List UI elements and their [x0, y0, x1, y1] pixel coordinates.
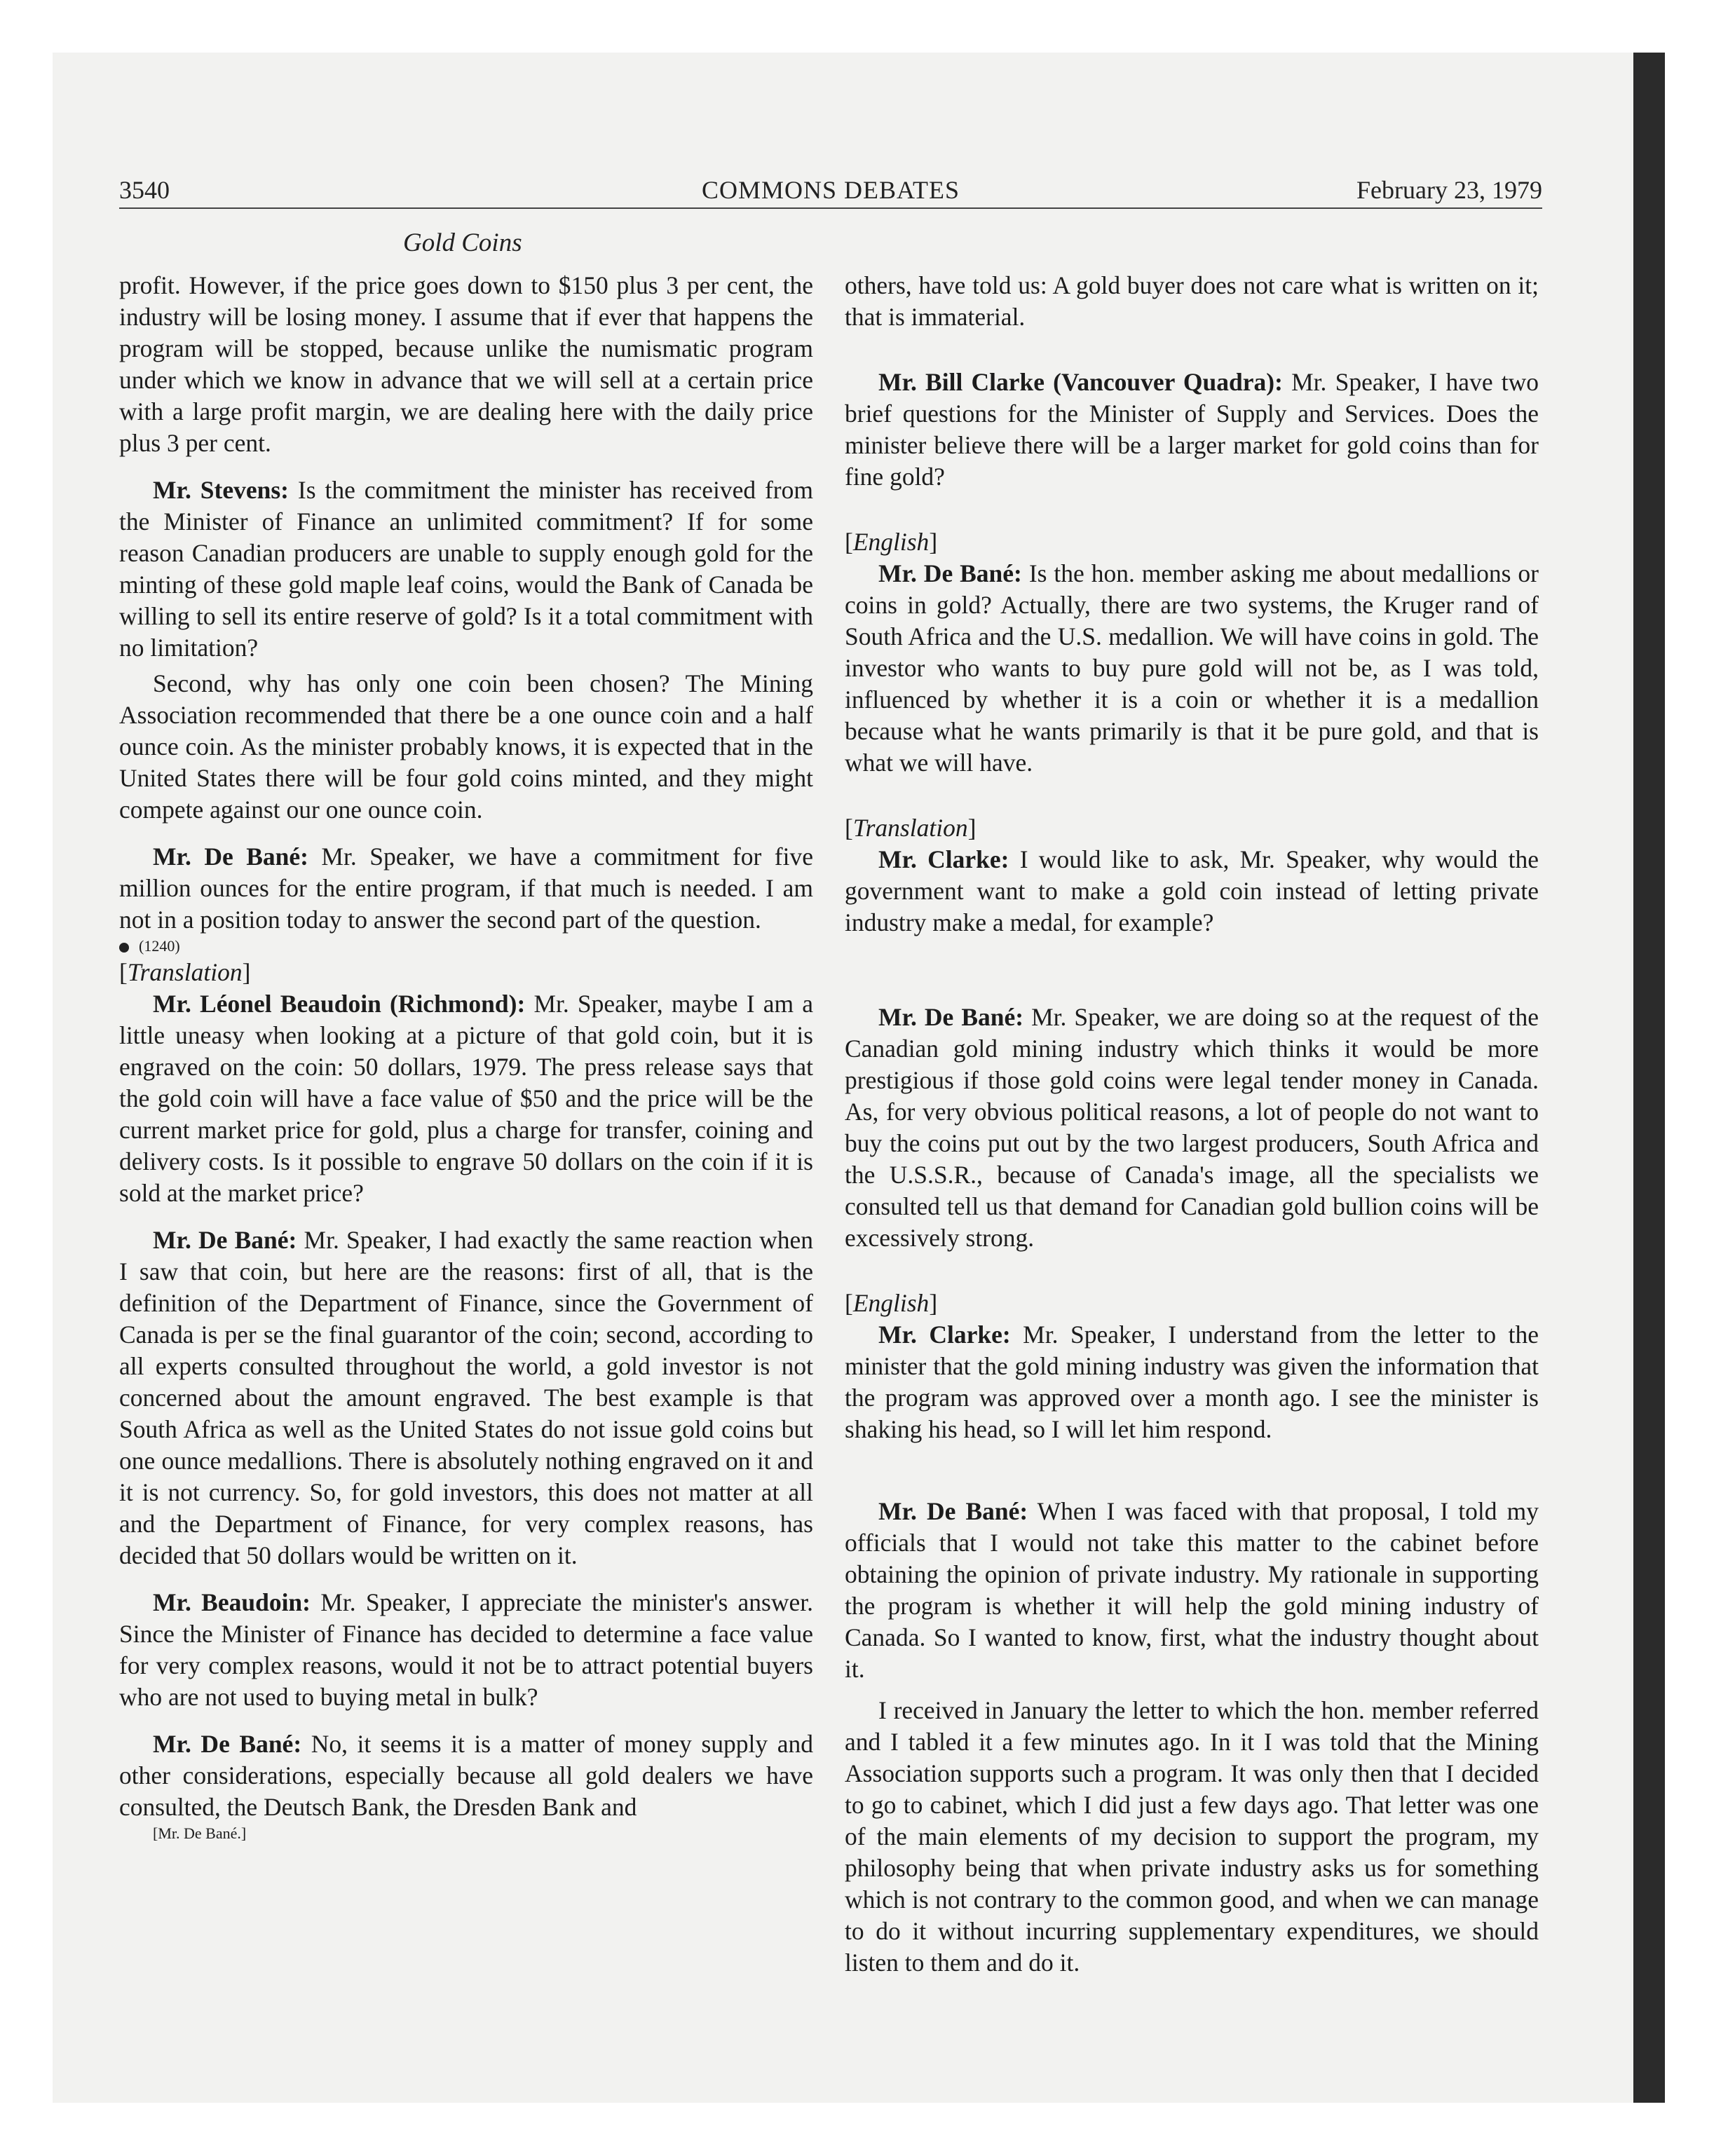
paragraph	[119, 841, 813, 936]
speech-text: Mr. Speaker, I appreciate the minister's answer. Since the Minister of Finance has decided to determine a face value for very complex reasons, would it not be to attract potential buyers who are not used to buying metal in bulk?	[119, 1588, 813, 1711]
speaker-name: Mr. Bill Clarke (Vancouver Quadra):	[878, 368, 1283, 396]
paragraph	[845, 1319, 1539, 1445]
speech-text: Mr. Speaker, we have a commitment for five million ounces for the entire program, if that much is needed. I am not in a position today to answer the second part of the question.	[119, 842, 813, 934]
speech-text: Is the hon. member asking me about medallions or coins in gold? Actually, there are two systems, the Kruger rand of South Africa and the U.S. medallion. We will have coins in gold. The investor who wants to buy pure gold will not be, as I was told, influenced by whether it is a coin or whether it is a medallion because what he wants primarily is that it be pure gold, and that is what we will have.	[845, 559, 1539, 777]
speech-text: When I was faced with that proposal, I told my officials that I would not take this matter to the cabinet before obtaining the opinion of private industry. My rationale in supporting the program is whether it will help the gold mining industry of Canada. So I wanted to know, first, what the industry thought about it.	[845, 1497, 1539, 1683]
speaker-name: Mr. De Bané:	[153, 842, 308, 871]
speaker-name: Mr. De Bané:	[878, 1003, 1024, 1031]
speaker-name: Mr. Beaudoin:	[153, 1588, 311, 1616]
language-tag-text: Translation	[127, 958, 243, 986]
language-tag: [English]	[845, 1289, 938, 1317]
language-tag: [Translation]	[119, 958, 251, 986]
left-column	[119, 270, 813, 1844]
speech-text: I would like to ask, Mr. Speaker, why would the government want to make a gold coin instead of letting private industry make a medal, for example?	[845, 845, 1539, 936]
paragraph	[845, 844, 1539, 939]
speaker-name: Mr. Clarke:	[878, 845, 1009, 873]
paragraph: I received in January the letter to which the hon. member referred and I tabled it a few minutes ago. In it I was told that the Mining Association supports such a program. It was only then that I decided to go to cabinet, which I did just a few days ago. That letter was one of the main elements of my decision to support the program, my philosophy being that when private industry asks us for something which is not contrary to the common good, and when we can manage to do it without incurring supplementary expenditures, we should listen to them and do it.	[845, 1696, 1539, 1977]
speaker-name: Mr. Stevens:	[153, 476, 289, 504]
speech-text: Mr. Speaker, I had exactly the same reaction when I saw that coin, but here are the reasons: first of all, that is the definition of the Department of Finance, since the Government of Canada is per se the final guarantor of the coin; second, according to all experts consulted throughout the world, a gold investor is not concerned about the amount engraved. The best example is that South Africa as well as the United States do not issue gold coins but one ounce medallions. There is absolutely nothing engraved on it and it is not currency. So, for gold investors, this does not matter at all and the Department of Finance, for very complex reasons, has decided that 50 dollars would be written on it.	[119, 1226, 813, 1569]
right-column	[845, 270, 1539, 1979]
header-rule	[119, 207, 1542, 209]
topic-heading: Gold Coins	[403, 228, 522, 257]
speaker-name: Mr. Clarke:	[878, 1321, 1011, 1349]
paragraph	[119, 1728, 813, 1823]
speech-text: Mr. Speaker, maybe I am a little uneasy when looking at a picture of that gold coin, but it is engraved on the coin: 50 dollars, 1979. The press release says that the gold coin will have a face value of $50 and the price will be the current market price for gold, plus a charge for transfer, coining and delivery costs. Is it possible to engrave 50 dollars on the coin if it is sold at the market price?	[119, 990, 813, 1207]
page-header	[119, 175, 1542, 210]
paragraph: others, have told us: A gold buyer does not care what is written on it; that is immaterial.	[845, 271, 1539, 331]
paragraph	[119, 988, 813, 1209]
speaker-name: Mr. De Bané:	[878, 1497, 1028, 1525]
speech-text: Mr. Speaker, I have two brief questions for the Minister of Supply and Services. Does the minister believe there will be a larger market for gold coins than for fine gold?	[845, 368, 1539, 491]
bullet-icon	[119, 943, 129, 953]
speech-text: Mr. Speaker, we are doing so at the request of the Canadian gold mining industry which thinks it would be more prestigious if those gold coins were legal tender money in Canada. As, for very obvious political reasons, a lot of people do not want to buy the coins put out by the two largest producers, South Africa and the U.S.S.R., because of Canada's image, all the specialists we consulted tell us that demand for Canadian gold bullion coins will be excessively strong.	[845, 1003, 1539, 1252]
language-tag-text: English	[852, 1289, 930, 1317]
paragraph	[119, 475, 813, 664]
paragraph	[845, 367, 1539, 493]
speaker-name: Mr. De Bané:	[878, 559, 1022, 587]
language-tag-text: English	[852, 528, 930, 556]
speaker-name: Mr. Léonel Beaudoin (Richmond):	[153, 990, 526, 1018]
speech-text: Mr. Speaker, I understand from the letter to the minister that the gold mining industry was given the information that the program was approved over a month ago. I see the minister is shaking his head, so I will let him respond.	[845, 1321, 1539, 1443]
scan-edge-shadow	[1633, 53, 1665, 2103]
paragraph	[845, 1496, 1539, 1685]
paragraph	[845, 1002, 1539, 1254]
time-marker-text: (1240)	[139, 937, 180, 955]
language-tag-text: Translation	[852, 814, 968, 842]
paragraph	[845, 558, 1539, 779]
paragraph	[119, 1224, 813, 1571]
page-number: 3540	[119, 176, 170, 204]
running-footnote: [Mr. De Bané.]	[153, 1824, 247, 1842]
language-tag: [Translation]	[845, 814, 977, 842]
speech-text: Is the commitment the minister has received from the Minister of Finance an unlimited commitment? If for some reason Canadian producers are unable to supply enough gold for the minting of these gold maple leaf coins, would the Bank of Canada be willing to sell its entire reserve of gold? Is it a total commitment with no limitation?	[119, 476, 813, 662]
publication-title: COMMONS DEBATES	[701, 176, 960, 204]
language-tag: [English]	[845, 528, 938, 556]
time-marker	[119, 936, 813, 957]
speech-text: No, it seems it is a matter of money supply and other considerations, especially because all gold dealers we have consulted, the Deutsch Bank, the Dresden Bank and	[119, 1730, 813, 1821]
paragraph: profit. However, if the price goes down to $150 plus 3 per cent, the industry will be losing money. I assume that if ever that happens the program will be stopped, because unlike the numismatic program under which we know in advance that we will sell at a certain price with a large profit margin, we are dealing here with the daily price plus 3 per cent.	[119, 271, 813, 457]
page-date: February 23, 1979	[1356, 176, 1542, 204]
speaker-name: Mr. De Bané:	[153, 1730, 302, 1758]
paragraph	[119, 1587, 813, 1713]
paragraph: Second, why has only one coin been chosen? The Mining Association recommended that there be a one ounce coin and a half ounce coin. As the minister probably knows, it is expected that in the United States there will be four gold coins minted, and they might compete against our one ounce coin.	[119, 669, 813, 824]
speaker-name: Mr. De Bané:	[153, 1226, 297, 1254]
